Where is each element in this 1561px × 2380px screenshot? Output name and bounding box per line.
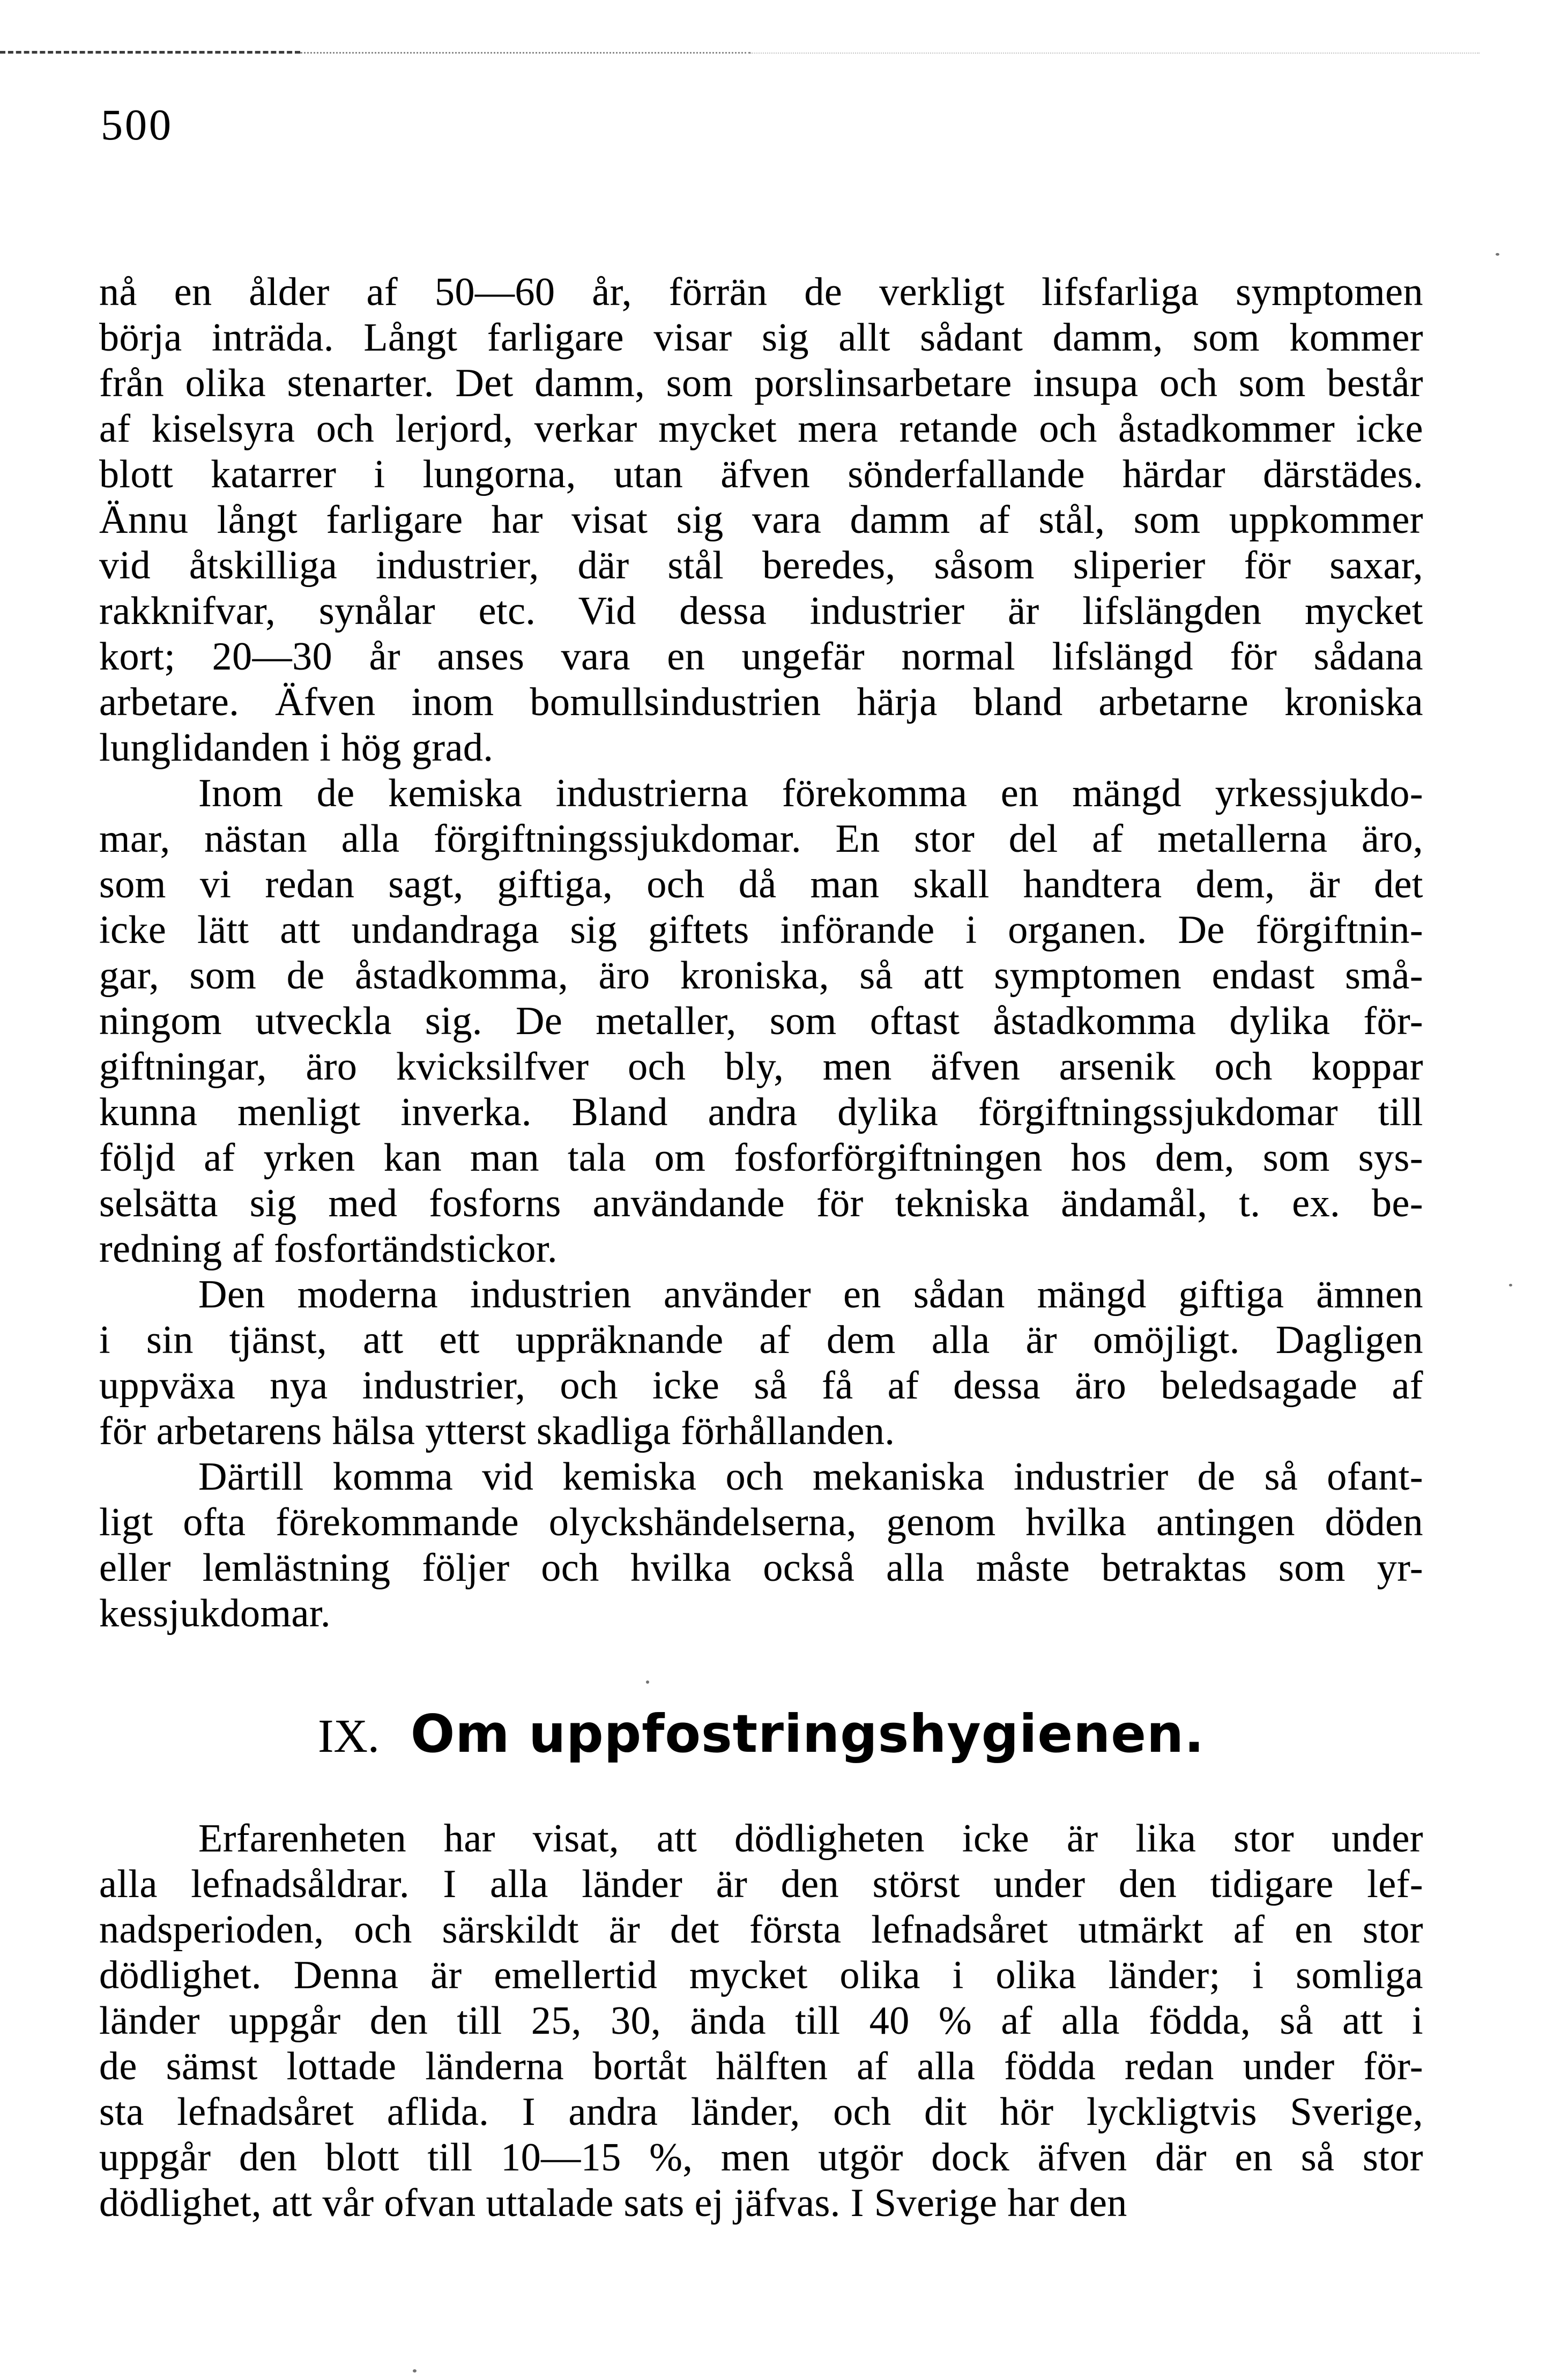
- section-title: Om uppfostringshygienen.: [410, 1704, 1205, 1764]
- text-line: arbetare. Äfven inom bomullsindustrien härja bland arbetarne kroniska: [99, 680, 1423, 724]
- text-line: från olika stenarter. Det damm, som porslinsarbetare insupa och som består: [99, 361, 1423, 405]
- scan-speck: [1509, 1284, 1512, 1286]
- text-line: dödlighet, att vår ofvan uttalade sats ej jäfvas. I Sverige har den: [99, 2181, 1127, 2225]
- text-line: blott katarrer i lungorna, utan äfven sönderfallande härdar därstädes.: [99, 452, 1423, 496]
- text-line: Därtill komma vid kemiska och mekaniska industrier de så ofant-: [198, 1455, 1423, 1499]
- page-top-scan-artifact: [300, 52, 750, 54]
- page-number: 500: [101, 100, 173, 149]
- scan-speck: [1496, 253, 1499, 256]
- paragraph: [99, 771, 1423, 1272]
- text-line: nå en ålder af 50—60 år, förrän de verkligt lifsfarliga symptomen: [99, 270, 1423, 314]
- text-line: för arbetarens hälsa ytterst skadliga förhållanden.: [99, 1409, 895, 1453]
- text-line: ligt ofta förekommande olyckshändelserna, genom hvilka antingen döden: [99, 1500, 1423, 1544]
- text-line: gar, som de åstadkomma, äro kroniska, så att symptomen endast små-: [99, 954, 1423, 998]
- section-heading: [99, 1702, 1423, 1766]
- section-numeral: IX.: [318, 1710, 380, 1762]
- text-line: selsätta sig med fosforns användande för tekniska ändamål, t. ex. be-: [99, 1181, 1423, 1225]
- text-line: de sämst lottade länderna bortåt hälften af alla födda redan under för-: [99, 2044, 1423, 2088]
- text-line: börja inträda. Långt farligare visar sig allt sådant damm, som kommer: [99, 316, 1423, 360]
- text-line: sta lefnadsåret aflida. I andra länder, och dit hör lyckligtvis Sverige,: [99, 2090, 1423, 2134]
- text-line: af kiselsyra och lerjord, verkar mycket mera retande och åstadkommer icke: [99, 407, 1423, 451]
- text-line: uppgår den blott till 10—15 %, men utgör dock äfven där en så stor: [99, 2136, 1423, 2180]
- text-line: dödlighet. Denna är emellertid mycket olika i olika länder; i somliga: [99, 1953, 1423, 1997]
- text-line: mar, nästan alla förgiftningssjukdomar. En stor del af metallerna äro,: [99, 817, 1423, 861]
- paragraph: [99, 1272, 1423, 1454]
- text-line: alla lefnadsåldrar. I alla länder är den störst under den tidigare lef-: [99, 1862, 1423, 1906]
- text-line: följd af yrken kan man tala om fosforförgiftningen hos dem, som sys-: [99, 1136, 1423, 1180]
- text-line: nadsperioden, och särskildt är det första lefnadsåret utmärkt af en stor: [99, 1908, 1423, 1952]
- text-line: Den moderna industrien använder en sådan mängd giftiga ämnen: [198, 1273, 1423, 1317]
- text-line: icke lätt att undandraga sig giftets införande i organen. De förgiftnin-: [99, 908, 1423, 952]
- text-line: giftningar, äro kvicksilfver och bly, men äfven arsenik och koppar: [99, 1045, 1423, 1089]
- text-line: kessjukdomar.: [99, 1591, 331, 1635]
- page-top-scan-artifact: [750, 53, 1480, 54]
- text-line: Inom de kemiska industrierna förekomma en mängd yrkessjukdo-: [198, 771, 1423, 815]
- body-text: [99, 270, 1423, 2226]
- text-line: uppväxa nya industrier, och icke så få af dessa äro beledsagade af: [99, 1364, 1423, 1408]
- text-line: ningom utveckla sig. De metaller, som oftast åstadkomma dylika för-: [99, 999, 1423, 1043]
- text-line: redning af fosfortändstickor.: [99, 1227, 558, 1271]
- paragraph: [99, 270, 1423, 771]
- paragraph: [99, 1816, 1423, 2226]
- text-line: lunglidanden i hög grad.: [99, 726, 494, 770]
- text-line: som vi redan sagt, giftiga, och då man skall handtera dem, är det: [99, 862, 1423, 906]
- text-line: i sin tjänst, att ett uppräknande af dem alla är omöjligt. Dagligen: [99, 1318, 1423, 1362]
- text-line: eller lemlästning följer och hvilka också alla måste betraktas som yr-: [99, 1546, 1423, 1590]
- paragraph: [99, 1454, 1423, 1637]
- scan-speck: [413, 2369, 417, 2372]
- text-line: länder uppgår den till 25, 30, ända till 40 % af alla födda, så att i: [99, 1999, 1423, 2043]
- text-line: kort; 20—30 år anses vara en ungefär normal lifslängd för sådana: [99, 635, 1423, 679]
- page-top-scan-artifact: [0, 51, 300, 54]
- text-line: vid åtskilliga industrier, där stål beredes, såsom sliperier för saxar,: [99, 544, 1423, 587]
- text-line: rakknifvar, synålar etc. Vid dessa industrier är lifslängden mycket: [99, 589, 1423, 633]
- text-line: kunna menligt inverka. Bland andra dylika förgiftningssjukdomar till: [99, 1090, 1423, 1134]
- text-line: Erfarenheten har visat, att dödligheten icke är lika stor under: [198, 1817, 1423, 1861]
- text-line: Ännu långt farligare har visat sig vara damm af stål, som uppkommer: [99, 498, 1423, 542]
